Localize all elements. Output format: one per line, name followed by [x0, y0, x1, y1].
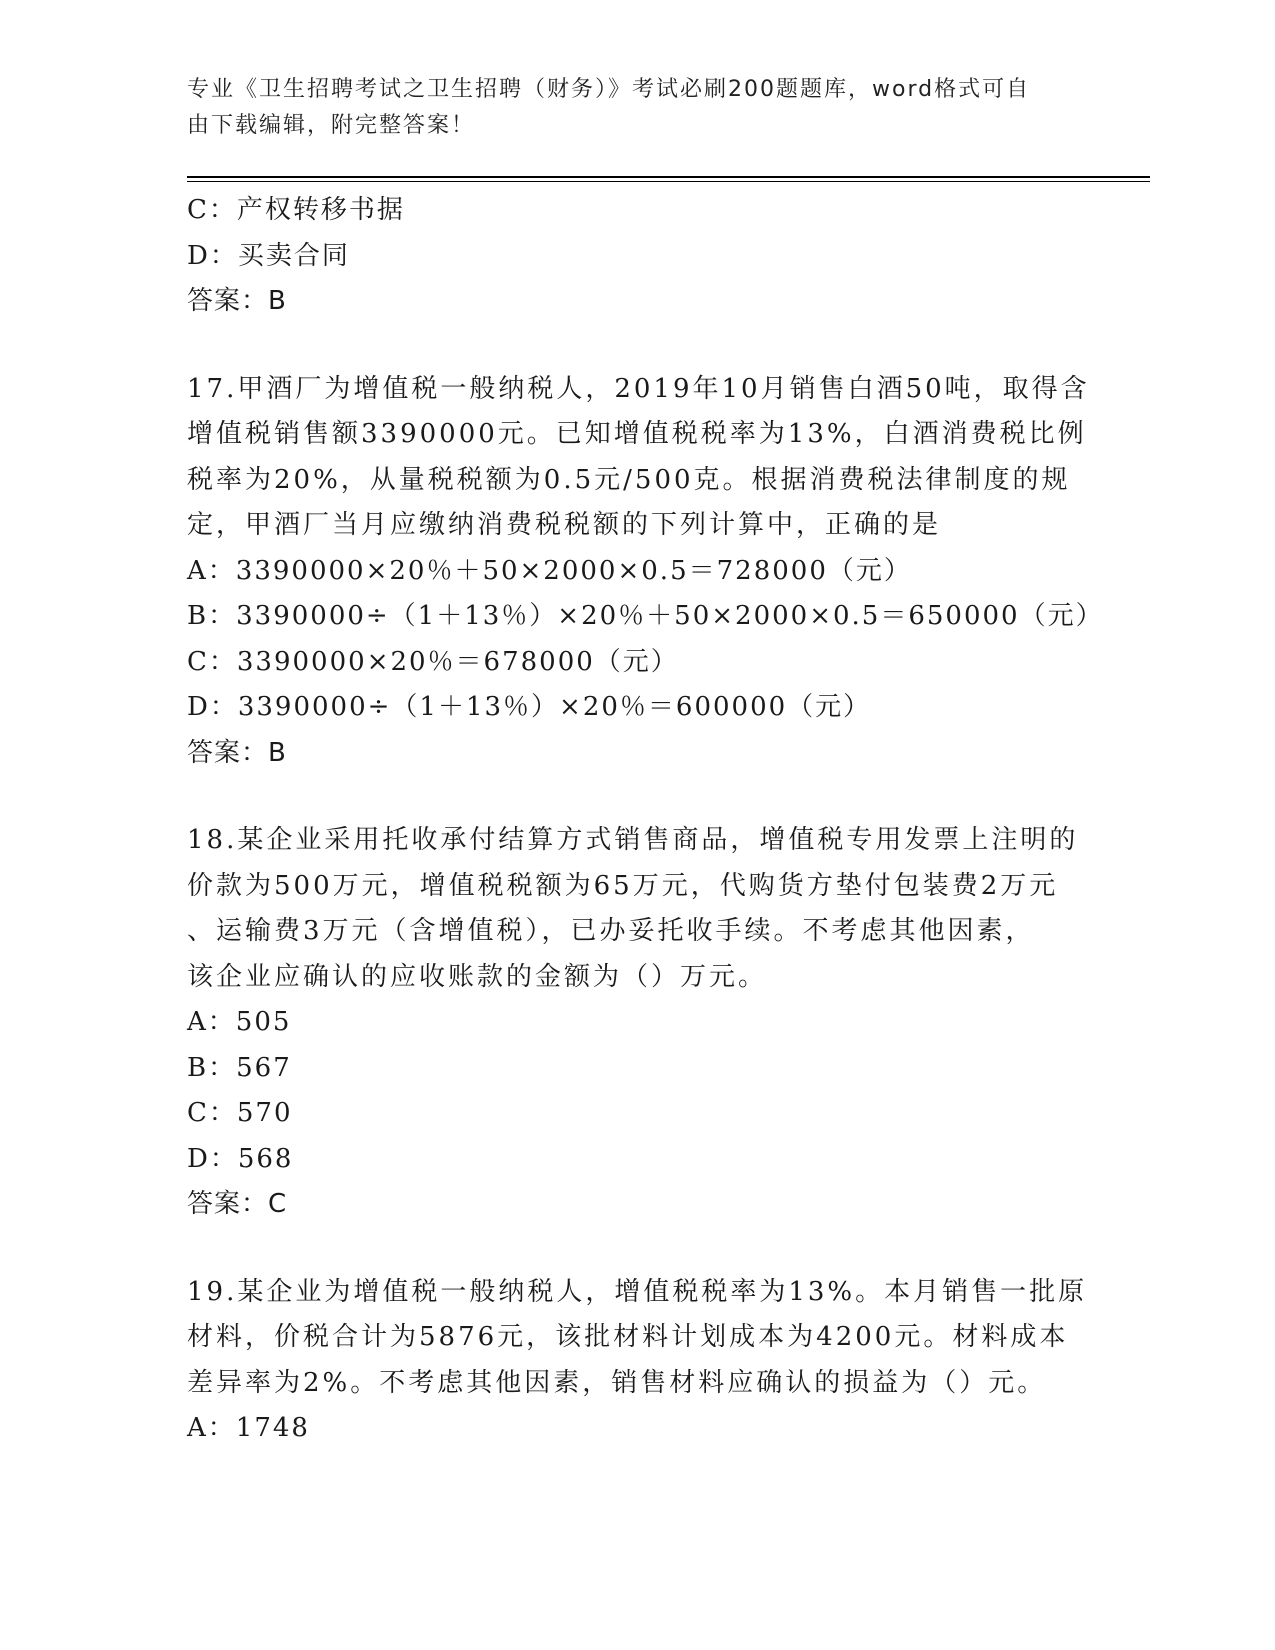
- option-a: A：3390000×20％＋50×2000×0.5＝728000（元）: [187, 555, 912, 586]
- option-c: C：产权转移书据: [187, 195, 405, 225]
- option-a: A：1748: [187, 1413, 310, 1443]
- question-text-line: 19.某企业为增值税一般纳税人，增值税税率为13%。本月销售一批原: [187, 1276, 1088, 1307]
- question-text-line: 、运输费3万元（含增值税），已办妥托收手续。不考虑其他因素，: [187, 916, 1035, 946]
- question-19: [187, 1270, 1087, 1452]
- question-text-line: 定，甲酒厂当月应缴纳消费税税额的下列计算中，正确的是: [187, 510, 942, 540]
- question-18: [187, 818, 1087, 1228]
- option-b: B：567: [187, 1052, 292, 1083]
- option-b: B：3390000÷（1＋13％）×20％＋50×2000×0.5＝650000（元）: [187, 601, 1104, 631]
- question-text-line: 18.某企业采用托收承付结算方式销售商品，增值税专用发票上注明的: [187, 825, 1079, 855]
- option-c: C：570: [187, 1098, 293, 1128]
- page-header: [187, 72, 1067, 144]
- question-17: [187, 367, 1104, 777]
- answer-line: 答案：B: [187, 286, 287, 316]
- option-d: D：568: [187, 1143, 294, 1174]
- spacer: [187, 325, 1087, 367]
- question-text-line: 17.甲酒厂为增值税一般纳税人，2019年10月销售白酒50吨，取得含: [187, 373, 1090, 404]
- option-a: A：505: [187, 1007, 292, 1037]
- option-d: D：买卖合同: [187, 240, 350, 271]
- option-d: D：3390000÷（1＋13％）×20％＝600000（元）: [187, 692, 872, 722]
- option-c: C：3390000×20％＝678000（元）: [187, 646, 679, 677]
- header-rule-thick: [187, 176, 1150, 178]
- spacer: [187, 1228, 1087, 1270]
- answer-line: 答案：C: [187, 1189, 288, 1219]
- question-text-line: 差异率为2%。不考虑其他因素，销售材料应确认的损益为（）元。: [187, 1367, 1047, 1398]
- question-text-line: 增值税销售额3390000元。已知增值税税率为13%，白酒消费税比例: [187, 419, 1087, 449]
- spacer: [187, 776, 1087, 818]
- question-content: [187, 188, 1104, 1452]
- prev-question: [187, 188, 1087, 325]
- header-line-2: 由下载编辑，附完整答案！: [187, 113, 476, 138]
- question-text-line: 价款为500万元，增值税税额为65万元，代购货方垫付包装费2万元: [187, 870, 1059, 901]
- question-text-line: 材料，价税合计为5876元，该批材料计划成本为4200元。材料成本: [187, 1322, 1069, 1352]
- question-text-line: 该企业应确认的应收账款的金额为（）万元。: [187, 961, 768, 992]
- header-rule-thin: [187, 181, 1150, 182]
- header-line-1: 专业《卫生招聘考试之卫生招聘（财务）》考试必刷200题题库，word格式可自: [187, 77, 1031, 102]
- answer-line: 答案：B: [187, 737, 287, 768]
- question-text-line: 税率为20%，从量税税额为0.5元/500克。根据消费税法律制度的规: [187, 464, 1071, 495]
